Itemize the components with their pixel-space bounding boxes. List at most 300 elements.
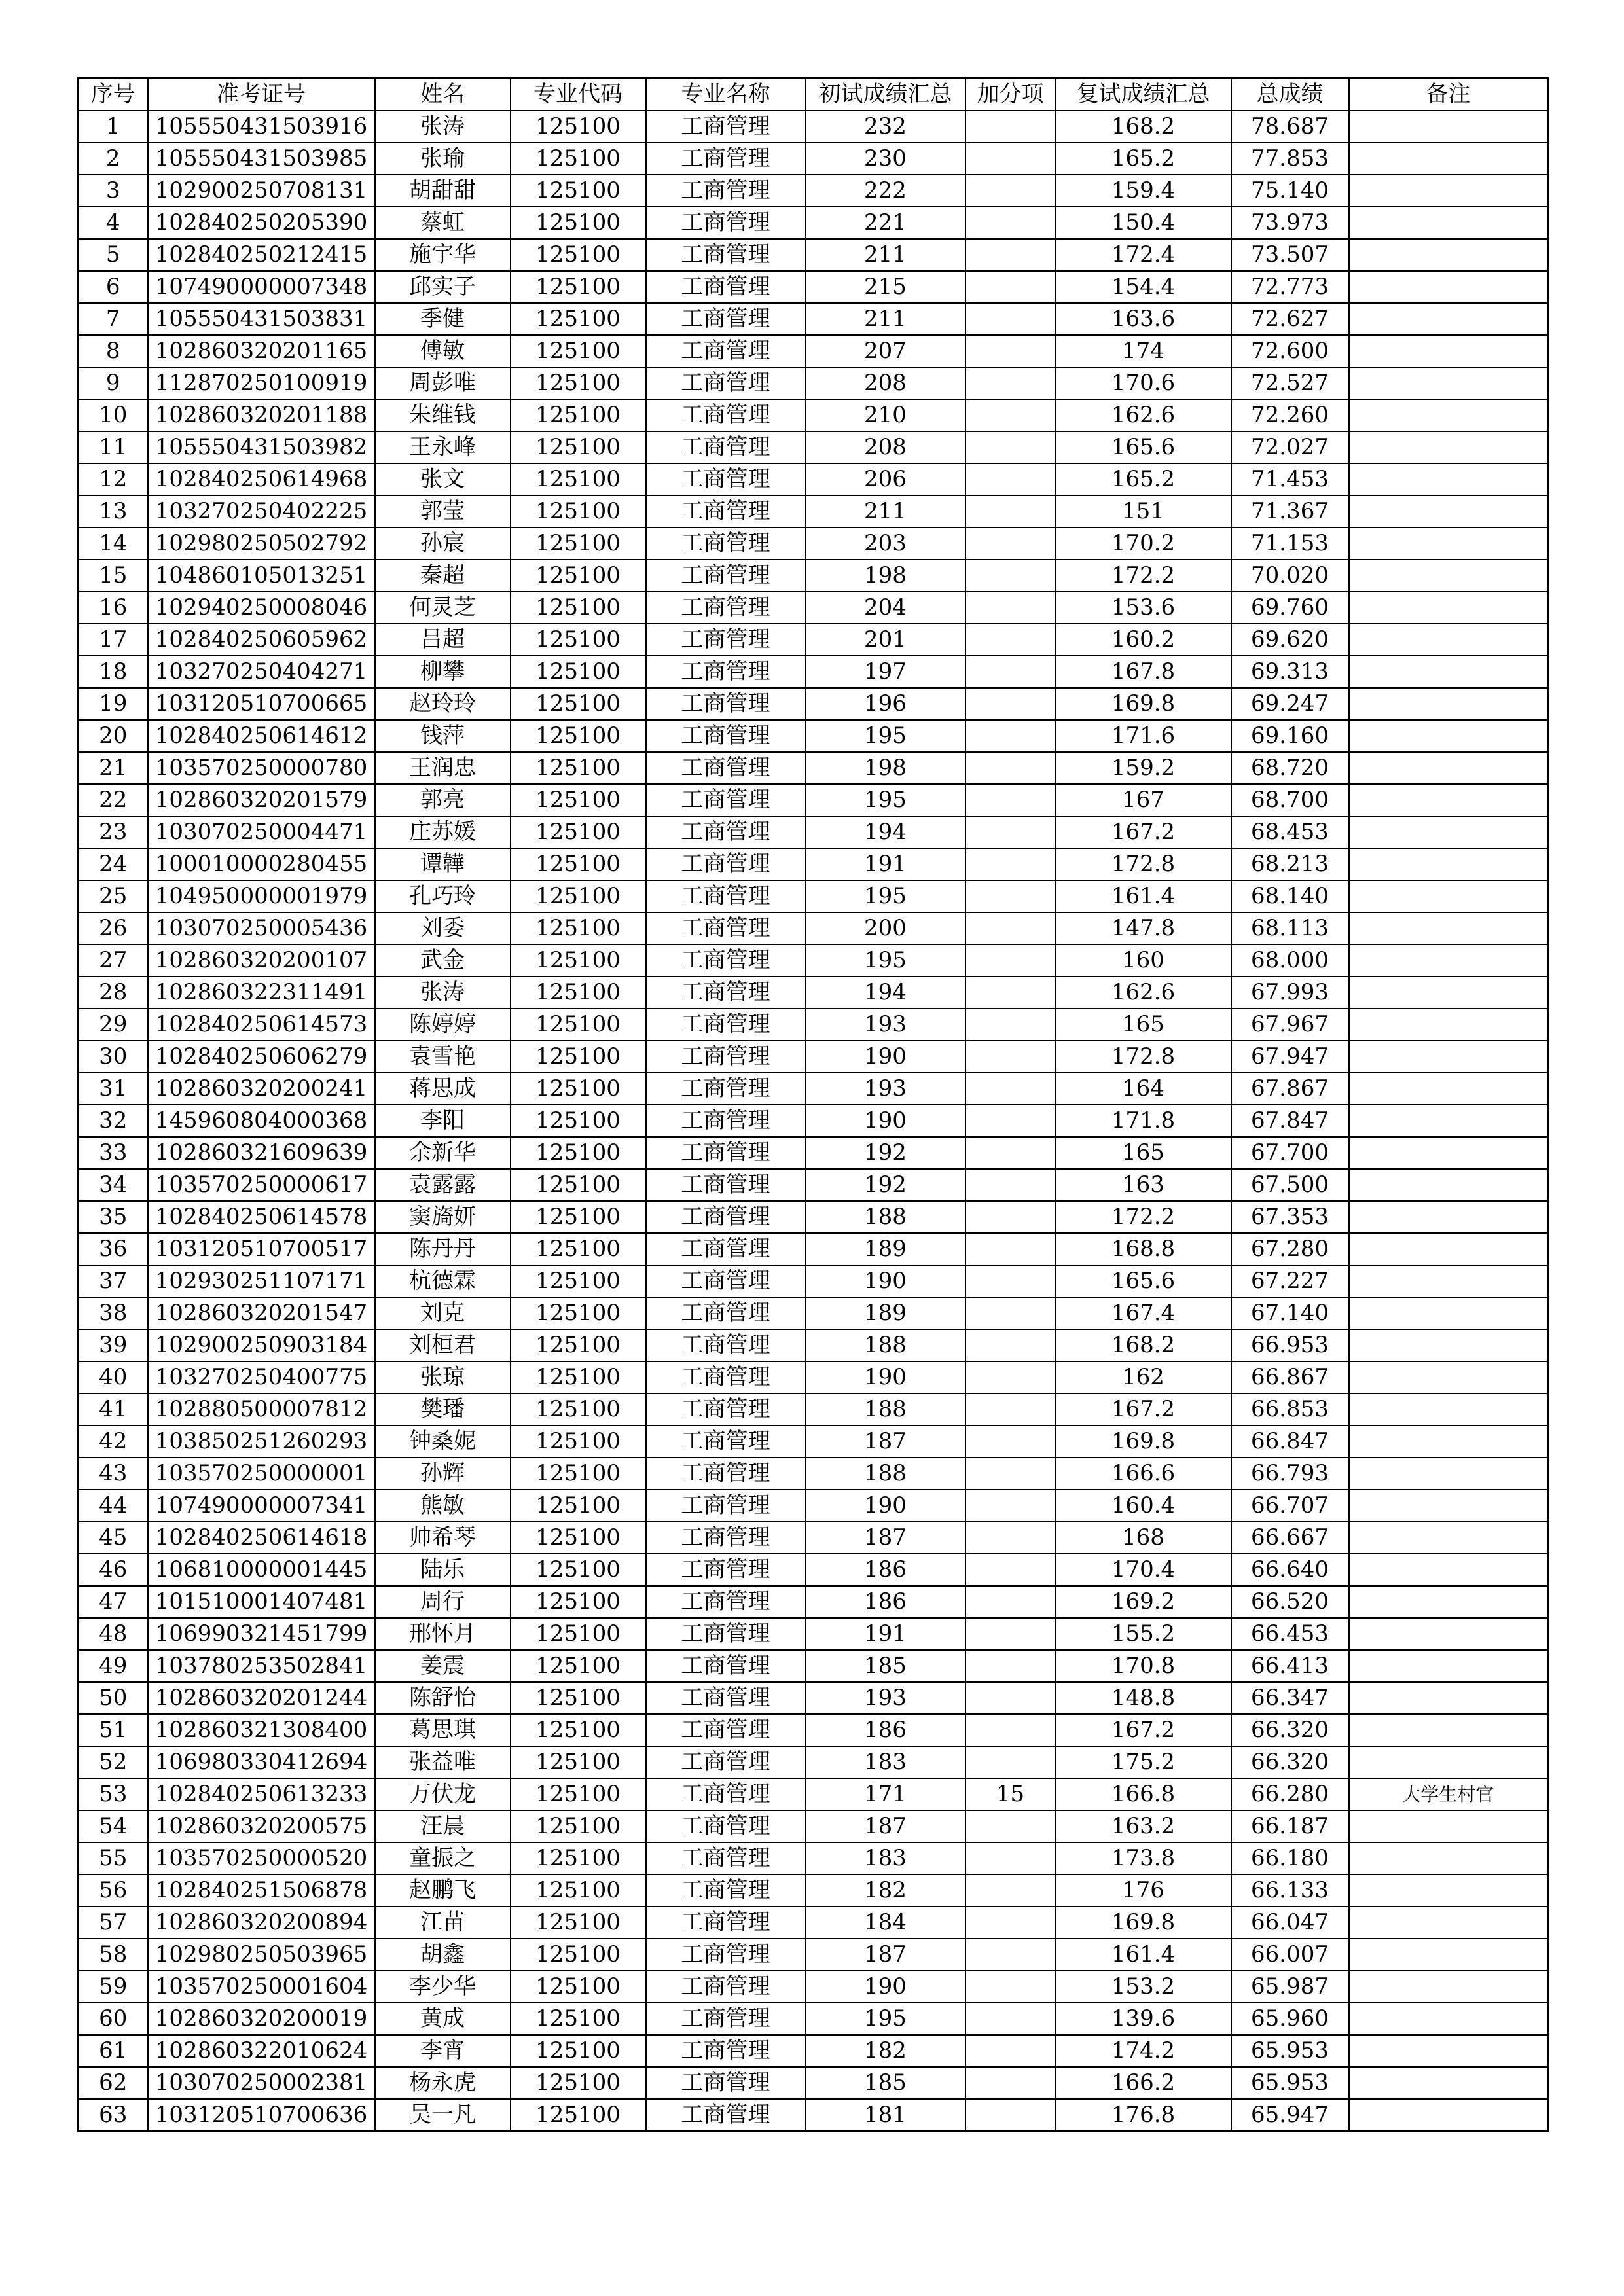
cell-exam-id: 102860322311491 — [148, 977, 375, 1009]
cell-major-code: 125100 — [511, 1522, 646, 1554]
cell-retest-score: 175.2 — [1056, 1746, 1231, 1778]
cell-exam-id: 103570250000520 — [148, 1842, 375, 1874]
cell-total-score: 66.187 — [1231, 1810, 1349, 1842]
table-row — [79, 2099, 1548, 2132]
cell-major-code: 125100 — [511, 1714, 646, 1746]
cell-total-score: 66.180 — [1231, 1842, 1349, 1874]
cell-retest-score: 174 — [1056, 335, 1231, 367]
table-row — [79, 592, 1548, 624]
cell-total-score: 68.140 — [1231, 880, 1349, 912]
cell-retest-score: 167.8 — [1056, 656, 1231, 688]
cell-retest-score: 176.8 — [1056, 2099, 1231, 2132]
cell-bonus — [965, 720, 1056, 752]
cell-name: 葛思琪 — [375, 1714, 511, 1746]
cell-initial-score: 206 — [806, 463, 965, 495]
cell-name: 傅敏 — [375, 335, 511, 367]
cell-retest-score: 163 — [1056, 1169, 1231, 1201]
cell-total-score: 68.213 — [1231, 848, 1349, 880]
cell-major-code: 125100 — [511, 624, 646, 656]
cell-total-score: 67.947 — [1231, 1041, 1349, 1073]
cell-major-code: 125100 — [511, 1650, 646, 1682]
cell-retest-score: 153.2 — [1056, 1971, 1231, 2003]
cell-exam-id: 102840250614612 — [148, 720, 375, 752]
cell-initial-score: 211 — [806, 239, 965, 271]
cell-name: 周行 — [375, 1586, 511, 1618]
cell-retest-score: 139.6 — [1056, 2003, 1231, 2035]
cell-major-code: 125100 — [511, 1939, 646, 1971]
cell-exam-id: 103070250002381 — [148, 2067, 375, 2099]
cell-name: 刘克 — [375, 1297, 511, 1329]
cell-remarks — [1349, 367, 1548, 399]
cell-major-name: 工商管理 — [646, 720, 806, 752]
cell-remarks — [1349, 1650, 1548, 1682]
table-row — [79, 688, 1548, 720]
cell-total-score: 73.507 — [1231, 239, 1349, 271]
cell-remarks — [1349, 944, 1548, 977]
cell-initial-score: 184 — [806, 1907, 965, 1939]
cell-seq: 31 — [79, 1073, 148, 1105]
cell-total-score: 69.160 — [1231, 720, 1349, 752]
cell-remarks — [1349, 1458, 1548, 1490]
cell-exam-id: 104860105013251 — [148, 560, 375, 592]
cell-remarks — [1349, 1586, 1548, 1618]
cell-name: 施宇华 — [375, 239, 511, 271]
table-row — [79, 111, 1548, 143]
cell-remarks — [1349, 880, 1548, 912]
cell-initial-score: 215 — [806, 271, 965, 303]
cell-total-score: 67.847 — [1231, 1105, 1349, 1137]
cell-bonus — [965, 912, 1056, 944]
cell-seq: 53 — [79, 1778, 148, 1810]
cell-remarks — [1349, 592, 1548, 624]
cell-bonus — [965, 1874, 1056, 1907]
table-row — [79, 1522, 1548, 1554]
table-row — [79, 239, 1548, 271]
cell-remarks — [1349, 1041, 1548, 1073]
cell-total-score: 69.247 — [1231, 688, 1349, 720]
cell-exam-id: 103570250000001 — [148, 1458, 375, 1490]
cell-seq: 38 — [79, 1297, 148, 1329]
cell-remarks — [1349, 2035, 1548, 2067]
table-row — [79, 1297, 1548, 1329]
cell-total-score: 72.027 — [1231, 431, 1349, 463]
cell-name: 李宵 — [375, 2035, 511, 2067]
cell-remarks — [1349, 752, 1548, 784]
cell-major-name: 工商管理 — [646, 1393, 806, 1426]
cell-name: 庄苏媛 — [375, 816, 511, 848]
cell-initial-score: 197 — [806, 656, 965, 688]
cell-exam-id: 102940250008046 — [148, 592, 375, 624]
cell-remarks — [1349, 1907, 1548, 1939]
cell-total-score: 65.953 — [1231, 2067, 1349, 2099]
cell-seq: 62 — [79, 2067, 148, 2099]
cell-name: 陈丹丹 — [375, 1233, 511, 1265]
cell-name: 朱维钱 — [375, 399, 511, 431]
cell-remarks — [1349, 1297, 1548, 1329]
cell-seq: 34 — [79, 1169, 148, 1201]
cell-major-name: 工商管理 — [646, 977, 806, 1009]
cell-bonus — [965, 175, 1056, 207]
cell-seq: 44 — [79, 1490, 148, 1522]
cell-total-score: 66.667 — [1231, 1522, 1349, 1554]
table-row — [79, 912, 1548, 944]
cell-major-name: 工商管理 — [646, 239, 806, 271]
cell-initial-score: 189 — [806, 1297, 965, 1329]
cell-initial-score: 185 — [806, 2067, 965, 2099]
cell-total-score: 69.760 — [1231, 592, 1349, 624]
cell-major-name: 工商管理 — [646, 1201, 806, 1233]
cell-retest-score: 155.2 — [1056, 1618, 1231, 1650]
cell-seq: 49 — [79, 1650, 148, 1682]
cell-total-score: 72.600 — [1231, 335, 1349, 367]
cell-major-code: 125100 — [511, 816, 646, 848]
cell-retest-score: 166.8 — [1056, 1778, 1231, 1810]
cell-major-code: 125100 — [511, 1329, 646, 1361]
cell-bonus — [965, 2099, 1056, 2132]
table-row — [79, 1329, 1548, 1361]
cell-remarks — [1349, 111, 1548, 143]
cell-seq: 4 — [79, 207, 148, 239]
cell-retest-score: 172.8 — [1056, 848, 1231, 880]
cell-total-score: 65.960 — [1231, 2003, 1349, 2035]
cell-major-name: 工商管理 — [646, 111, 806, 143]
cell-name: 孙辉 — [375, 1458, 511, 1490]
cell-retest-score: 167.2 — [1056, 1714, 1231, 1746]
cell-name: 胡鑫 — [375, 1939, 511, 1971]
cell-retest-score: 172.2 — [1056, 560, 1231, 592]
cell-bonus — [965, 2035, 1056, 2067]
cell-bonus — [965, 463, 1056, 495]
cell-major-name: 工商管理 — [646, 1586, 806, 1618]
cell-exam-id: 102860321308400 — [148, 1714, 375, 1746]
cell-initial-score: 186 — [806, 1586, 965, 1618]
cell-initial-score: 207 — [806, 335, 965, 367]
cell-major-code: 125100 — [511, 656, 646, 688]
cell-major-code: 125100 — [511, 592, 646, 624]
cell-bonus — [965, 1009, 1056, 1041]
cell-major-name: 工商管理 — [646, 1746, 806, 1778]
table-row — [79, 1233, 1548, 1265]
cell-remarks — [1349, 784, 1548, 816]
cell-bonus — [965, 1233, 1056, 1265]
cell-bonus — [965, 1842, 1056, 1874]
cell-seq: 23 — [79, 816, 148, 848]
cell-total-score: 67.867 — [1231, 1073, 1349, 1105]
cell-bonus — [965, 303, 1056, 335]
cell-initial-score: 196 — [806, 688, 965, 720]
table-row — [79, 1041, 1548, 1073]
cell-retest-score: 159.4 — [1056, 175, 1231, 207]
cell-seq: 9 — [79, 367, 148, 399]
cell-total-score: 66.453 — [1231, 1618, 1349, 1650]
cell-name: 陈婷婷 — [375, 1009, 511, 1041]
cell-name: 张瑜 — [375, 143, 511, 175]
cell-remarks — [1349, 720, 1548, 752]
table-row — [79, 1073, 1548, 1105]
cell-major-name: 工商管理 — [646, 912, 806, 944]
cell-total-score: 72.260 — [1231, 399, 1349, 431]
cell-remarks — [1349, 848, 1548, 880]
cell-retest-score: 163.2 — [1056, 1810, 1231, 1842]
table-row — [79, 880, 1548, 912]
cell-initial-score: 188 — [806, 1393, 965, 1426]
cell-major-name: 工商管理 — [646, 528, 806, 560]
table-row — [79, 816, 1548, 848]
cell-seq: 22 — [79, 784, 148, 816]
cell-seq: 16 — [79, 592, 148, 624]
cell-total-score: 69.620 — [1231, 624, 1349, 656]
cell-seq: 50 — [79, 1682, 148, 1714]
cell-exam-id: 105550431503916 — [148, 111, 375, 143]
cell-total-score: 67.353 — [1231, 1201, 1349, 1233]
cell-remarks — [1349, 1329, 1548, 1361]
cell-remarks — [1349, 1201, 1548, 1233]
cell-remarks — [1349, 1361, 1548, 1393]
table-row — [79, 399, 1548, 431]
cell-retest-score: 176 — [1056, 1874, 1231, 1907]
cell-major-name: 工商管理 — [646, 624, 806, 656]
cell-name: 钟桑妮 — [375, 1426, 511, 1458]
table-row — [79, 1746, 1548, 1778]
cell-major-code: 125100 — [511, 431, 646, 463]
cell-seq: 63 — [79, 2099, 148, 2132]
table-row — [79, 720, 1548, 752]
cell-major-name: 工商管理 — [646, 143, 806, 175]
cell-seq: 20 — [79, 720, 148, 752]
cell-retest-score: 166.2 — [1056, 2067, 1231, 2099]
cell-major-name: 工商管理 — [646, 560, 806, 592]
cell-major-name: 工商管理 — [646, 1458, 806, 1490]
cell-name: 陆乐 — [375, 1554, 511, 1586]
cell-retest-score: 169.8 — [1056, 1907, 1231, 1939]
cell-major-code: 125100 — [511, 784, 646, 816]
cell-exam-id: 103570250001604 — [148, 1971, 375, 2003]
cell-exam-id: 102880500007812 — [148, 1393, 375, 1426]
header-name: 姓名 — [375, 79, 511, 111]
cell-major-code: 125100 — [511, 1361, 646, 1393]
cell-initial-score: 188 — [806, 1329, 965, 1361]
cell-initial-score: 185 — [806, 1650, 965, 1682]
cell-seq: 59 — [79, 1971, 148, 2003]
cell-major-name: 工商管理 — [646, 880, 806, 912]
cell-name: 吴一凡 — [375, 2099, 511, 2132]
table-row — [79, 1778, 1548, 1810]
cell-major-name: 工商管理 — [646, 1233, 806, 1265]
cell-major-code: 125100 — [511, 2003, 646, 2035]
cell-bonus — [965, 207, 1056, 239]
cell-remarks — [1349, 303, 1548, 335]
cell-remarks — [1349, 335, 1548, 367]
cell-name: 袁露露 — [375, 1169, 511, 1201]
cell-seq: 27 — [79, 944, 148, 977]
table-row — [79, 1169, 1548, 1201]
cell-initial-score: 208 — [806, 367, 965, 399]
table-row — [79, 1137, 1548, 1169]
cell-bonus — [965, 2067, 1056, 2099]
cell-major-code: 125100 — [511, 1746, 646, 1778]
cell-initial-score: 194 — [806, 816, 965, 848]
cell-remarks — [1349, 1618, 1548, 1650]
cell-major-name: 工商管理 — [646, 1907, 806, 1939]
cell-initial-score: 200 — [806, 912, 965, 944]
cell-remarks — [1349, 1137, 1548, 1169]
cell-seq: 30 — [79, 1041, 148, 1073]
cell-initial-score: 193 — [806, 1073, 965, 1105]
cell-retest-score: 165.2 — [1056, 463, 1231, 495]
cell-total-score: 66.047 — [1231, 1907, 1349, 1939]
cell-major-code: 125100 — [511, 239, 646, 271]
table-row — [79, 752, 1548, 784]
cell-remarks — [1349, 431, 1548, 463]
cell-remarks — [1349, 1939, 1548, 1971]
cell-initial-score: 194 — [806, 977, 965, 1009]
cell-remarks — [1349, 688, 1548, 720]
header-major-name: 专业名称 — [646, 79, 806, 111]
cell-retest-score: 163.6 — [1056, 303, 1231, 335]
cell-remarks: 大学生村官 — [1349, 1778, 1548, 1810]
cell-remarks — [1349, 1971, 1548, 2003]
cell-major-code: 125100 — [511, 111, 646, 143]
cell-major-code: 125100 — [511, 752, 646, 784]
cell-total-score: 67.227 — [1231, 1265, 1349, 1297]
cell-name: 季健 — [375, 303, 511, 335]
cell-seq: 42 — [79, 1426, 148, 1458]
table-row — [79, 2035, 1548, 2067]
cell-bonus — [965, 1329, 1056, 1361]
cell-retest-score: 170.8 — [1056, 1650, 1231, 1682]
cell-major-code: 125100 — [511, 1778, 646, 1810]
cell-name: 樊璠 — [375, 1393, 511, 1426]
cell-retest-score: 170.6 — [1056, 367, 1231, 399]
cell-retest-score: 172.2 — [1056, 1201, 1231, 1233]
table-row — [79, 656, 1548, 688]
cell-seq: 18 — [79, 656, 148, 688]
cell-initial-score: 211 — [806, 303, 965, 335]
cell-name: 何灵芝 — [375, 592, 511, 624]
cell-major-code: 125100 — [511, 1426, 646, 1458]
cell-major-name: 工商管理 — [646, 1009, 806, 1041]
table-row — [79, 335, 1548, 367]
cell-total-score: 68.700 — [1231, 784, 1349, 816]
cell-remarks — [1349, 239, 1548, 271]
cell-name: 李少华 — [375, 1971, 511, 2003]
cell-bonus — [965, 944, 1056, 977]
cell-initial-score: 222 — [806, 175, 965, 207]
cell-retest-score: 162 — [1056, 1361, 1231, 1393]
table-row — [79, 1554, 1548, 1586]
cell-retest-score: 147.8 — [1056, 912, 1231, 944]
cell-initial-score: 190 — [806, 1041, 965, 1073]
cell-initial-score: 171 — [806, 1778, 965, 1810]
cell-exam-id: 102840250613233 — [148, 1778, 375, 1810]
cell-retest-score: 167.2 — [1056, 816, 1231, 848]
cell-total-score: 66.707 — [1231, 1490, 1349, 1522]
cell-seq: 41 — [79, 1393, 148, 1426]
cell-bonus — [965, 1105, 1056, 1137]
cell-remarks — [1349, 1842, 1548, 1874]
cell-bonus — [965, 1201, 1056, 1233]
header-exam-id: 准考证号 — [148, 79, 375, 111]
cell-major-code: 125100 — [511, 1458, 646, 1490]
cell-remarks — [1349, 1746, 1548, 1778]
cell-exam-id: 102840250205390 — [148, 207, 375, 239]
cell-remarks — [1349, 399, 1548, 431]
cell-major-name: 工商管理 — [646, 399, 806, 431]
cell-retest-score: 170.2 — [1056, 528, 1231, 560]
cell-name: 江苗 — [375, 1907, 511, 1939]
cell-name: 张文 — [375, 463, 511, 495]
cell-exam-id: 102860320201165 — [148, 335, 375, 367]
cell-total-score: 66.320 — [1231, 1714, 1349, 1746]
header-bonus: 加分项 — [965, 79, 1056, 111]
cell-bonus — [965, 1554, 1056, 1586]
table-body — [79, 111, 1548, 2132]
table-row — [79, 624, 1548, 656]
cell-initial-score: 187 — [806, 1522, 965, 1554]
cell-seq: 43 — [79, 1458, 148, 1490]
cell-bonus — [965, 1458, 1056, 1490]
cell-major-code: 125100 — [511, 560, 646, 592]
cell-name: 秦超 — [375, 560, 511, 592]
cell-exam-id: 102860320200107 — [148, 944, 375, 977]
cell-bonus — [965, 880, 1056, 912]
cell-bonus — [965, 1714, 1056, 1746]
cell-retest-score: 171.8 — [1056, 1105, 1231, 1137]
cell-name: 张涛 — [375, 977, 511, 1009]
cell-seq: 58 — [79, 1939, 148, 1971]
cell-retest-score: 168.8 — [1056, 1233, 1231, 1265]
cell-seq: 54 — [79, 1810, 148, 1842]
cell-major-code: 125100 — [511, 2035, 646, 2067]
cell-exam-id: 103120510700636 — [148, 2099, 375, 2132]
cell-remarks — [1349, 463, 1548, 495]
cell-remarks — [1349, 175, 1548, 207]
table-row — [79, 784, 1548, 816]
cell-remarks — [1349, 560, 1548, 592]
cell-major-code: 125100 — [511, 1265, 646, 1297]
cell-seq: 40 — [79, 1361, 148, 1393]
cell-initial-score: 183 — [806, 1842, 965, 1874]
cell-seq: 28 — [79, 977, 148, 1009]
cell-total-score: 69.313 — [1231, 656, 1349, 688]
cell-retest-score: 168.2 — [1056, 111, 1231, 143]
cell-major-name: 工商管理 — [646, 335, 806, 367]
cell-remarks — [1349, 1714, 1548, 1746]
table-row — [79, 207, 1548, 239]
cell-name: 帅希琴 — [375, 1522, 511, 1554]
cell-remarks — [1349, 495, 1548, 528]
cell-total-score: 66.847 — [1231, 1426, 1349, 1458]
cell-major-code: 125100 — [511, 367, 646, 399]
cell-name: 窦旖妍 — [375, 1201, 511, 1233]
cell-total-score: 65.953 — [1231, 2035, 1349, 2067]
cell-exam-id: 102840250605962 — [148, 624, 375, 656]
cell-major-code: 125100 — [511, 335, 646, 367]
cell-retest-score: 169.2 — [1056, 1586, 1231, 1618]
cell-total-score: 66.953 — [1231, 1329, 1349, 1361]
cell-remarks — [1349, 1073, 1548, 1105]
cell-retest-score: 169.8 — [1056, 688, 1231, 720]
cell-seq: 39 — [79, 1329, 148, 1361]
cell-bonus — [965, 1426, 1056, 1458]
cell-remarks — [1349, 528, 1548, 560]
cell-exam-id: 105550431503982 — [148, 431, 375, 463]
cell-bonus — [965, 239, 1056, 271]
cell-bonus — [965, 1265, 1056, 1297]
cell-major-name: 工商管理 — [646, 1426, 806, 1458]
cell-exam-id: 145960804000368 — [148, 1105, 375, 1137]
cell-major-name: 工商管理 — [646, 848, 806, 880]
